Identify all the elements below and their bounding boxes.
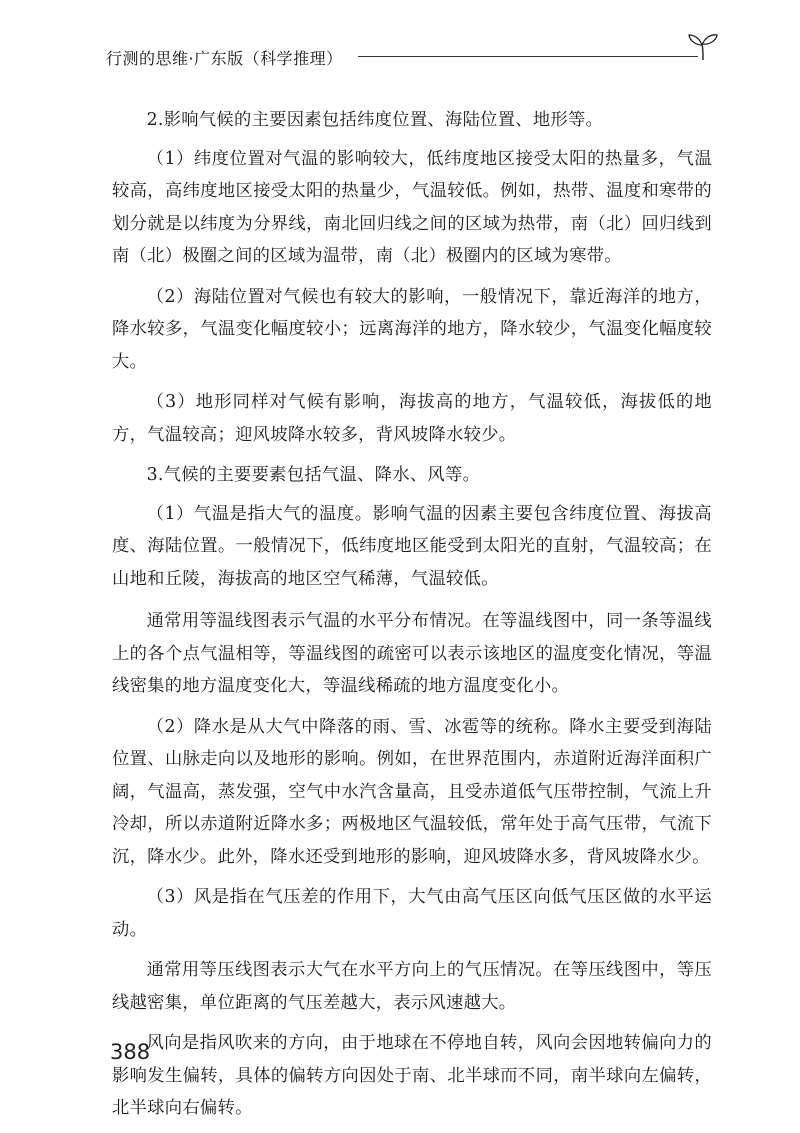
paragraph-isobar: 通常用等压线图表示大气在水平方向上的气压情况。在等压线图中，等压线越密集，单位距离的气压差越大，表示风速越大。 <box>112 960 712 1013</box>
sprout-icon <box>686 32 720 62</box>
running-header <box>106 32 720 72</box>
section-heading-3: 3.气候的主要要素包括气温、降水、风等。 <box>146 465 481 485</box>
book-title: 行测的思维·广东版（科学推理） <box>106 49 343 68</box>
paragraph-wind: （3）风是指在气压差的作用下，大气由高气压区向低气压区做的水平运动。 <box>112 887 712 940</box>
paragraph-isotherm: 通常用等温线图表示气温的水平分布情况。在等温线图中，同一条等温线上的各个点气温相等，等温线图的疏密可以表示该地区的温度变化情况，等温线密集的地方温度变化大，等温线稀疏的地方温度变化小。 <box>112 611 712 696</box>
paragraph-latitude: （1）纬度位置对气温的影响较大，低纬度地区接受太阳的热量多，气温较高，高纬度地区接受太阳的热量少，气温较低。例如，热带、温度和寒带的划分就是以纬度为分界线，南北回归线之间的区域为热带，南（北）回归线到南（北）极圈之间的区域为温带，南（北）极圈内的区域为寒带。 <box>112 148 712 266</box>
paragraph-wind-direction: 风向是指风吹来的方向，由于地球在不停地自转，风向会因地转偏向力的影响发生偏转，具体的偏转方向因处于南、北半球而不同，南半球向左偏转，北半球向右偏转。 <box>112 1033 712 1118</box>
paragraph-precipitation: （2）降水是从大气中降落的雨、雪、冰雹等的统称。降水主要受到海陆位置、山脉走向以及地形的影响。例如，在世界范围内，赤道附近海洋面积广阔，气温高，蒸发强，空气中水汽含量高，且受赤道低气压带控制，气流上升冷却，所以赤道附近降水多；两极地区气温较低，常年处于高气压带，气流下沉，降水少。此外，降水还受到地形的影响，迎风坡降水多，背风坡降水少。 <box>112 716 712 867</box>
paragraph-land-sea: （2）海陆位置对气候也有较大的影响，一般情况下，靠近海洋的地方，降水较多，气温变化幅度较小；远离海洋的地方，降水较少，气温变化幅度较大。 <box>112 286 712 372</box>
paragraph-terrain: （3）地形同样对气候有影响，海拔高的地方，气温较低，海拔低的地方，气温较高；迎风坡降水较多，背风坡降水较少。 <box>112 392 712 445</box>
paragraph-temperature: （1）气温是指大气的温度。影响气温的因素主要包含纬度位置、海拔高度、海陆位置。一般情况下，低纬度地区能受到太阳光的直射，气温较高；在山地和丘陵，海拔高的地区空气稀薄，气温较低。 <box>112 503 712 589</box>
page-body <box>112 104 712 1133</box>
page-number: 388 <box>110 1040 151 1064</box>
header-rule <box>358 56 698 57</box>
section-heading-2: 2.影响气候的主要因素包括纬度位置、海陆位置、地形等。 <box>146 110 604 130</box>
